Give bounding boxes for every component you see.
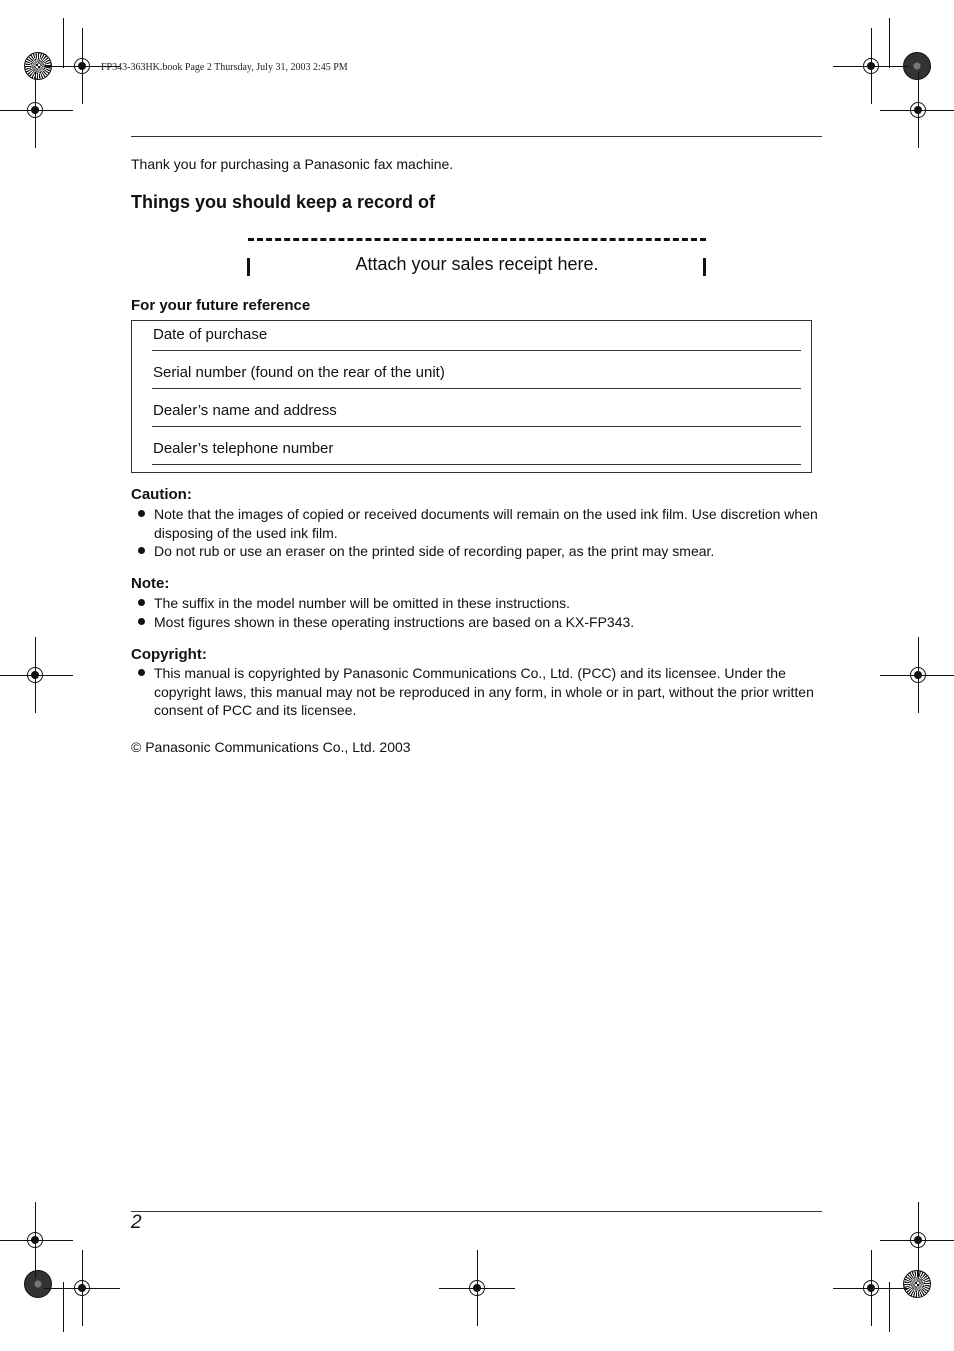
bullet-icon [138, 510, 145, 517]
list-item-text: This manual is copyrighted by Panasonic Communications Co., Ltd. (PCC) and its licensee. Under the copyright laws, this manual may not be reproduced in any form, in whole or in part, without the prior written consent of PCC and its licensee. [154, 665, 814, 718]
receipt-label: Attach your sales receipt here. [355, 254, 599, 274]
crop-mark [889, 18, 890, 68]
record-row-label: Serial number (found on the rear of the unit) [153, 364, 445, 381]
list-item-text: The suffix in the model number will be omitted in these instructions. [154, 595, 571, 611]
record-row-dealer-phone [152, 435, 801, 465]
record-row-label: Date of purchase [153, 326, 268, 343]
bullet-icon [138, 599, 145, 606]
list-item-text: Most figures shown in these operating instructions are based on a KX-FP343. [154, 613, 635, 630]
record-row-label: Dealer’s telephone number [153, 440, 334, 457]
record-row-date [152, 321, 801, 351]
receipt-dashed-border [248, 238, 706, 241]
record-row-dealer-address [152, 397, 801, 427]
crop-mark [889, 1282, 890, 1332]
record-row-serial [152, 359, 801, 389]
reference-record-box [131, 320, 812, 473]
list-item [137, 613, 827, 632]
copyright-notice: © Panasonic Communications Co., Ltd. 2003 [131, 739, 411, 755]
list-item [137, 542, 827, 561]
top-rule [131, 136, 822, 137]
caution-title: Caution: [131, 486, 192, 503]
copyright-list [137, 664, 827, 720]
list-item-text: Note that the images of copied or received documents will remain on the used ink film. Use discretion when disposing of the used ink film. [154, 506, 818, 541]
print-header-note: FP343-363HK.book Page 2 Thursday, July 31, 2003 2:45 PM [101, 62, 348, 73]
bullet-icon [138, 547, 145, 554]
color-bar-starburst-icon [24, 1270, 52, 1298]
record-row-label: Dealer’s name and address [153, 402, 337, 419]
bottom-rule [131, 1211, 822, 1212]
bullet-icon [138, 669, 145, 676]
note-title: Note: [131, 575, 170, 592]
section-heading: Things you should keep a record of [131, 192, 436, 212]
copyright-title: Copyright: [131, 646, 207, 663]
caution-list [137, 505, 827, 561]
list-item [137, 664, 827, 720]
intro-text: Thank you for purchasing a Panasonic fax machine. [131, 156, 454, 172]
reference-title: For your future reference [131, 297, 311, 314]
bullet-icon [138, 618, 145, 625]
list-item [137, 505, 827, 542]
crop-mark [63, 18, 64, 68]
page-number: 2 [131, 1212, 142, 1233]
note-list [137, 594, 827, 631]
crop-mark [63, 1282, 64, 1332]
list-item-text: Do not rub or use an eraser on the printed side of recording paper, as the print may smear. [154, 543, 715, 559]
list-item [137, 594, 827, 613]
